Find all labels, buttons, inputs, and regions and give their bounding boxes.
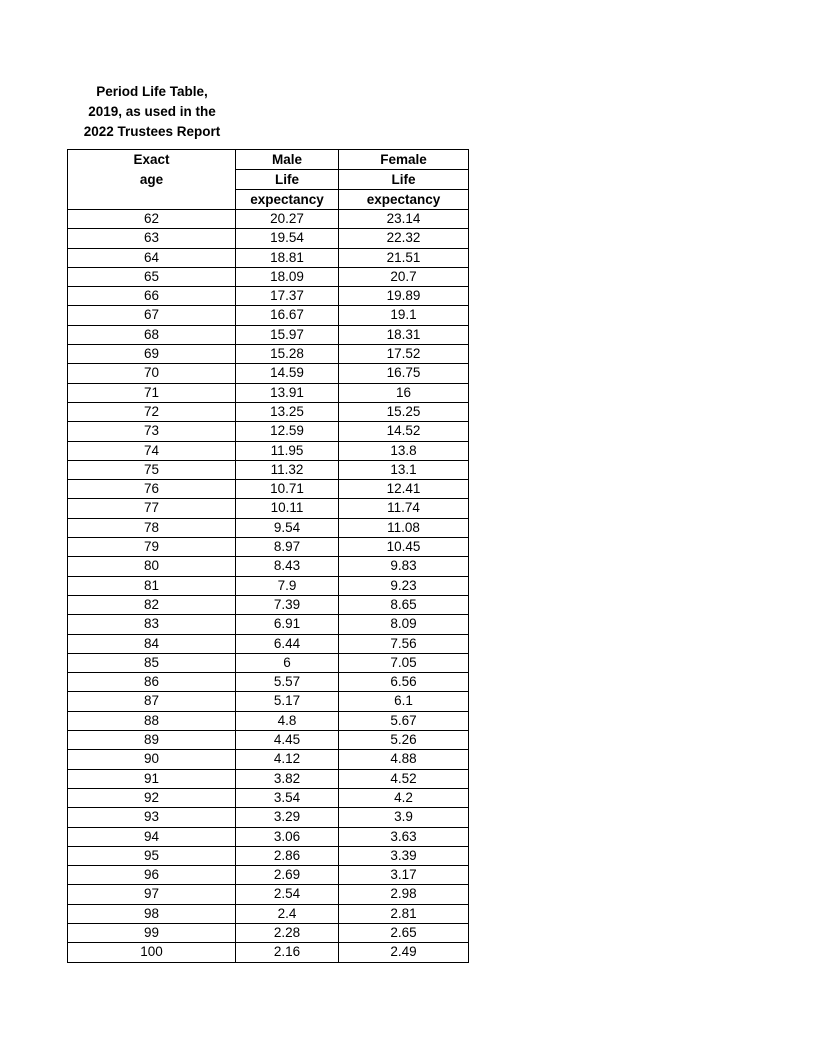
age-cell: 68 xyxy=(68,325,236,344)
exact-age-header xyxy=(68,150,236,210)
male-life-expectancy-cell: 3.54 xyxy=(236,788,339,807)
age-cell: 67 xyxy=(68,306,236,325)
male-life-expectancy-cell: 15.97 xyxy=(236,325,339,344)
female-expectancy-header: expectancy xyxy=(339,190,469,210)
male-life-expectancy-cell: 3.06 xyxy=(236,827,339,846)
male-life-expectancy-cell: 15.28 xyxy=(236,345,339,364)
male-life-expectancy-cell: 3.82 xyxy=(236,769,339,788)
table-row xyxy=(68,248,469,267)
table-row xyxy=(68,711,469,730)
table-row xyxy=(68,325,469,344)
male-life-expectancy-cell: 10.11 xyxy=(236,499,339,518)
table-row xyxy=(68,653,469,672)
female-life-expectancy-cell: 17.52 xyxy=(339,345,469,364)
female-life-expectancy-cell: 16.75 xyxy=(339,364,469,383)
female-life-expectancy-cell: 4.88 xyxy=(339,750,469,769)
male-life-expectancy-cell: 17.37 xyxy=(236,287,339,306)
male-life-expectancy-cell: 2.86 xyxy=(236,846,339,865)
female-life-expectancy-cell: 5.67 xyxy=(339,711,469,730)
female-life-expectancy-cell: 10.45 xyxy=(339,538,469,557)
female-life-expectancy-cell: 13.1 xyxy=(339,460,469,479)
male-life-expectancy-cell: 2.4 xyxy=(236,904,339,923)
table-row xyxy=(68,692,469,711)
male-life-expectancy-cell: 8.43 xyxy=(236,557,339,576)
table-row xyxy=(68,576,469,595)
female-life-expectancy-cell: 3.39 xyxy=(339,846,469,865)
male-life-expectancy-cell: 6 xyxy=(236,653,339,672)
female-life-expectancy-cell: 2.65 xyxy=(339,923,469,942)
male-life-expectancy-cell: 3.29 xyxy=(236,808,339,827)
age-cell: 90 xyxy=(68,750,236,769)
life-expectancy-table xyxy=(67,149,469,963)
table-row xyxy=(68,229,469,248)
table-row xyxy=(68,673,469,692)
age-cell: 81 xyxy=(68,576,236,595)
male-life-expectancy-cell: 5.57 xyxy=(236,673,339,692)
male-life-expectancy-cell: 4.12 xyxy=(236,750,339,769)
table-row xyxy=(68,769,469,788)
male-life-expectancy-cell: 10.71 xyxy=(236,480,339,499)
table-row xyxy=(68,287,469,306)
table-row xyxy=(68,866,469,885)
table-row xyxy=(68,923,469,942)
age-cell: 76 xyxy=(68,480,236,499)
table-row xyxy=(68,750,469,769)
age-cell: 92 xyxy=(68,788,236,807)
male-life-expectancy-cell: 18.81 xyxy=(236,248,339,267)
age-cell: 73 xyxy=(68,422,236,441)
female-life-expectancy-cell: 11.74 xyxy=(339,499,469,518)
female-life-expectancy-cell: 11.08 xyxy=(339,518,469,537)
age-cell: 80 xyxy=(68,557,236,576)
age-cell: 66 xyxy=(68,287,236,306)
female-life-expectancy-cell: 15.25 xyxy=(339,402,469,421)
age-cell: 97 xyxy=(68,885,236,904)
female-life-expectancy-cell: 6.56 xyxy=(339,673,469,692)
age-cell: 94 xyxy=(68,827,236,846)
age-cell: 71 xyxy=(68,383,236,402)
table-row xyxy=(68,846,469,865)
female-life-expectancy-cell: 7.05 xyxy=(339,653,469,672)
title-line-3: 2022 Trustees Report xyxy=(83,124,221,139)
female-life-expectancy-cell: 19.1 xyxy=(339,306,469,325)
exact-age-header-line-2: age xyxy=(139,171,164,187)
female-life-expectancy-cell: 14.52 xyxy=(339,422,469,441)
table-row xyxy=(68,788,469,807)
female-life-expectancy-cell: 22.32 xyxy=(339,229,469,248)
age-cell: 70 xyxy=(68,364,236,383)
table-row xyxy=(68,904,469,923)
female-header: Female xyxy=(339,150,469,170)
age-cell: 100 xyxy=(68,943,236,962)
male-life-expectancy-cell: 7.39 xyxy=(236,595,339,614)
age-cell: 95 xyxy=(68,846,236,865)
age-cell: 78 xyxy=(68,518,236,537)
table-row xyxy=(68,499,469,518)
age-cell: 65 xyxy=(68,267,236,286)
male-life-header: Life xyxy=(236,170,339,190)
female-life-expectancy-cell: 18.31 xyxy=(339,325,469,344)
female-life-expectancy-cell: 6.1 xyxy=(339,692,469,711)
table-row xyxy=(68,402,469,421)
male-life-expectancy-cell: 6.91 xyxy=(236,615,339,634)
table-row xyxy=(68,808,469,827)
header-row-1 xyxy=(68,150,469,170)
age-cell: 79 xyxy=(68,538,236,557)
male-life-expectancy-cell: 4.45 xyxy=(236,731,339,750)
table-title xyxy=(68,82,236,142)
female-life-expectancy-cell: 2.81 xyxy=(339,904,469,923)
female-life-expectancy-cell: 12.41 xyxy=(339,480,469,499)
exact-age-header-line-1: Exact xyxy=(133,152,170,167)
male-life-expectancy-cell: 20.27 xyxy=(236,210,339,229)
female-life-expectancy-cell: 19.89 xyxy=(339,287,469,306)
table-row xyxy=(68,441,469,460)
female-life-expectancy-cell: 8.09 xyxy=(339,615,469,634)
age-cell: 86 xyxy=(68,673,236,692)
female-life-expectancy-cell: 23.14 xyxy=(339,210,469,229)
male-life-expectancy-cell: 7.9 xyxy=(236,576,339,595)
male-header: Male xyxy=(236,150,339,170)
male-life-expectancy-cell: 11.95 xyxy=(236,441,339,460)
age-cell: 69 xyxy=(68,345,236,364)
female-life-expectancy-cell: 3.63 xyxy=(339,827,469,846)
male-life-expectancy-cell: 2.54 xyxy=(236,885,339,904)
male-life-expectancy-cell: 2.28 xyxy=(236,923,339,942)
female-life-expectancy-cell: 8.65 xyxy=(339,595,469,614)
male-expectancy-header: expectancy xyxy=(236,190,339,210)
male-life-expectancy-cell: 2.69 xyxy=(236,866,339,885)
female-life-expectancy-cell: 4.52 xyxy=(339,769,469,788)
male-life-expectancy-cell: 12.59 xyxy=(236,422,339,441)
age-cell: 91 xyxy=(68,769,236,788)
female-life-expectancy-cell: 2.49 xyxy=(339,943,469,962)
age-cell: 82 xyxy=(68,595,236,614)
age-cell: 84 xyxy=(68,634,236,653)
table-row xyxy=(68,557,469,576)
age-cell: 88 xyxy=(68,711,236,730)
age-cell: 93 xyxy=(68,808,236,827)
female-life-expectancy-cell: 9.83 xyxy=(339,557,469,576)
female-life-expectancy-cell: 7.56 xyxy=(339,634,469,653)
age-cell: 77 xyxy=(68,499,236,518)
table-row xyxy=(68,345,469,364)
male-life-expectancy-cell: 11.32 xyxy=(236,460,339,479)
male-life-expectancy-cell: 2.16 xyxy=(236,943,339,962)
male-life-expectancy-cell: 9.54 xyxy=(236,518,339,537)
age-cell: 96 xyxy=(68,866,236,885)
female-life-expectancy-cell: 21.51 xyxy=(339,248,469,267)
age-cell: 89 xyxy=(68,731,236,750)
age-cell: 63 xyxy=(68,229,236,248)
age-cell: 83 xyxy=(68,615,236,634)
table-row xyxy=(68,480,469,499)
table-row xyxy=(68,731,469,750)
female-life-expectancy-cell: 9.23 xyxy=(339,576,469,595)
male-life-expectancy-cell: 19.54 xyxy=(236,229,339,248)
title-line-1: Period Life Table, xyxy=(96,84,208,99)
female-life-header: Life xyxy=(339,170,469,190)
female-life-expectancy-cell: 13.8 xyxy=(339,441,469,460)
age-cell: 99 xyxy=(68,923,236,942)
male-life-expectancy-cell: 13.91 xyxy=(236,383,339,402)
age-cell: 62 xyxy=(68,210,236,229)
table-row xyxy=(68,518,469,537)
female-life-expectancy-cell: 4.2 xyxy=(339,788,469,807)
table-row xyxy=(68,364,469,383)
age-cell: 98 xyxy=(68,904,236,923)
age-cell: 72 xyxy=(68,402,236,421)
male-life-expectancy-cell: 14.59 xyxy=(236,364,339,383)
table-row xyxy=(68,885,469,904)
age-cell: 87 xyxy=(68,692,236,711)
male-life-expectancy-cell: 5.17 xyxy=(236,692,339,711)
male-life-expectancy-cell: 13.25 xyxy=(236,402,339,421)
table-row xyxy=(68,827,469,846)
table-body xyxy=(68,210,469,963)
table-row xyxy=(68,634,469,653)
female-life-expectancy-cell: 5.26 xyxy=(339,731,469,750)
table-row xyxy=(68,306,469,325)
table-row xyxy=(68,422,469,441)
table-row xyxy=(68,943,469,962)
age-cell: 64 xyxy=(68,248,236,267)
female-life-expectancy-cell: 20.7 xyxy=(339,267,469,286)
table-row xyxy=(68,538,469,557)
male-life-expectancy-cell: 8.97 xyxy=(236,538,339,557)
table-row xyxy=(68,460,469,479)
male-life-expectancy-cell: 6.44 xyxy=(236,634,339,653)
male-life-expectancy-cell: 4.8 xyxy=(236,711,339,730)
female-life-expectancy-cell: 3.9 xyxy=(339,808,469,827)
female-life-expectancy-cell: 16 xyxy=(339,383,469,402)
table-row xyxy=(68,383,469,402)
table-row xyxy=(68,595,469,614)
table-header xyxy=(68,150,469,210)
table-row xyxy=(68,615,469,634)
table-row xyxy=(68,210,469,229)
male-life-expectancy-cell: 16.67 xyxy=(236,306,339,325)
age-cell: 74 xyxy=(68,441,236,460)
female-life-expectancy-cell: 3.17 xyxy=(339,866,469,885)
title-line-2: 2019, as used in the xyxy=(88,104,216,119)
female-life-expectancy-cell: 2.98 xyxy=(339,885,469,904)
age-cell: 75 xyxy=(68,460,236,479)
age-cell: 85 xyxy=(68,653,236,672)
table-row xyxy=(68,267,469,286)
male-life-expectancy-cell: 18.09 xyxy=(236,267,339,286)
